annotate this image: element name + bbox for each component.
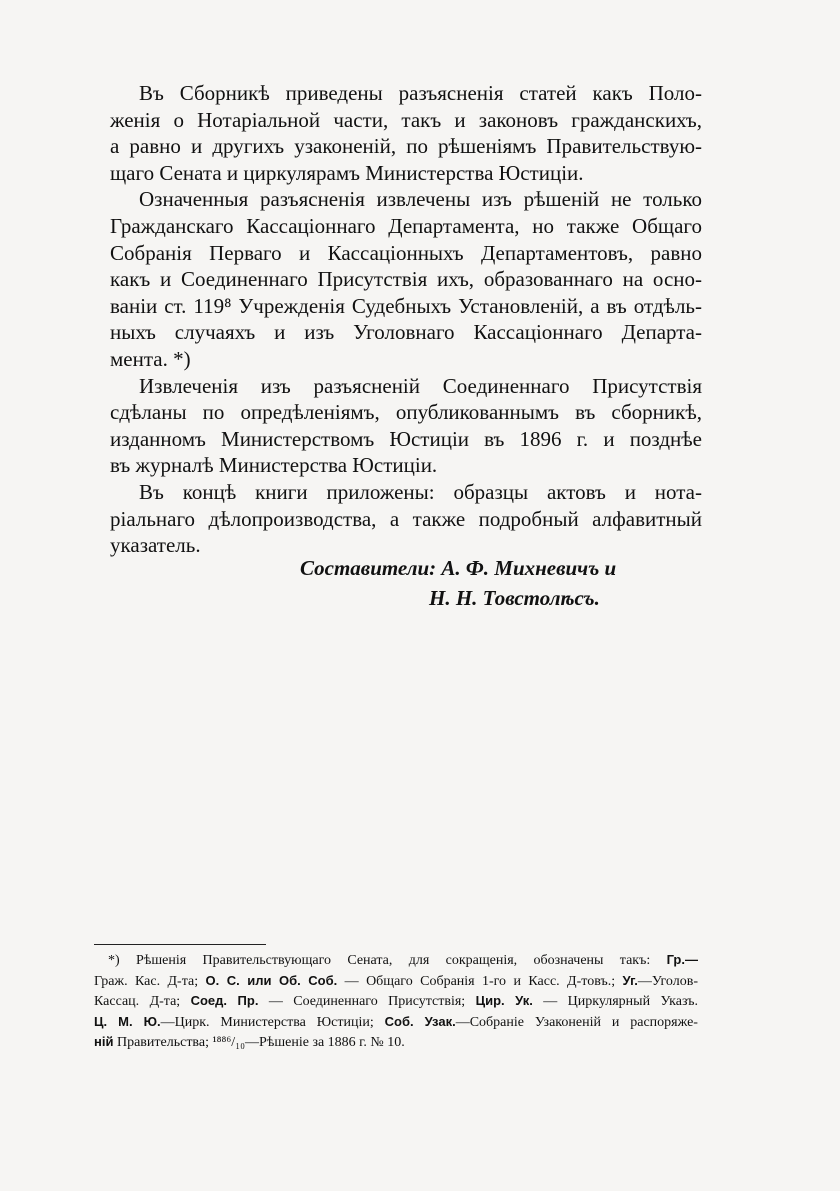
text-line: ныхъ случаяхъ и изъ Уголовнаго Кассаціоннаго Департа- [110, 320, 702, 345]
text-line: указатель. [110, 533, 201, 558]
text-line: въ журналѣ Министерства Юстиціи. [110, 453, 438, 478]
text-line: женія о Нотаріальной части, такъ и законовъ гражданскихъ, [110, 107, 702, 132]
footnote [94, 950, 698, 1053]
paragraph-3 [110, 373, 702, 479]
text-line: Гражданскаго Кассаціоннаго Департамента, но также Общаго [110, 213, 702, 238]
text-line: ваніи ст. 119⁸ Учрежденія Судебныхъ Установленій, а въ отдѣль- [110, 293, 702, 318]
footnote-line [94, 971, 698, 992]
text-line: щаго Сената и циркулярамъ Министерства Юстиціи. [110, 160, 584, 185]
footnote-text: — Общаго Собранія 1-го и Касс. Д-товъ.; [337, 973, 623, 989]
footnote-text: Правительства; [113, 1035, 213, 1050]
footnote-text: —Цирк. Министерства Юстиціи; [160, 1014, 385, 1030]
footnote-text: *) Рѣшенія Правительствующаго Сената, для сокращенія, обозначены такъ: [108, 953, 667, 968]
footnote-abbrev: О. С. или Об. Соб. [205, 972, 338, 988]
footnote-line [94, 950, 698, 971]
footnote-line [94, 1012, 698, 1033]
signature-line-1: Составители: А. Ф. Михневичъ и [300, 556, 617, 580]
footnote-text: —Собраніе Узаконеній и распоряже- [455, 1014, 698, 1030]
footnote-text: — Соединеннаго Присутствія; [258, 994, 476, 1009]
footnote-abbrev: ній [94, 1034, 114, 1049]
text-line: мента. *) [110, 346, 191, 371]
text-line: Собранія Перваго и Кассаціонныхъ Департаментовъ, равно [110, 240, 702, 265]
footnote-line [94, 1032, 698, 1053]
footnote-text: ¹⁸⁸⁶/₁₀—Рѣшеніе за 1886 г. № 10. [212, 1035, 405, 1050]
signature-line-2: Н. Н. Товстолѣсъ. [429, 586, 600, 610]
preface-text [110, 80, 702, 559]
footnote-text: — Циркулярный Указъ. [532, 994, 698, 1009]
paragraph-2 [110, 186, 702, 372]
text-line: Извлеченія изъ разъясненій Соединеннаго Присутствія [139, 373, 702, 398]
text-line: Въ концѣ книги приложены: образцы актовъ и нота- [139, 479, 702, 504]
footnote-text: —Уголов- [637, 973, 698, 989]
footnote-abbrev: Соед. Пр. [190, 993, 259, 1008]
footnote-abbrev: Ц. М. Ю. [94, 1013, 161, 1029]
text-line: Означенныя разъясненія извлечены изъ рѣшеній не только [139, 187, 702, 212]
footnote-divider [94, 944, 266, 945]
text-line: а равно и другихъ узаконеній, по рѣшеніямъ Правительствую- [110, 134, 702, 159]
text-line: какъ и Соединеннаго Присутствія ихъ, образованнаго на осно- [110, 267, 702, 292]
text-line: сдѣланы по опредѣленіямъ, опубликованнымъ въ сборникѣ, [110, 400, 702, 425]
text-line: изданномъ Министерствомъ Юстиціи въ 1896 г. и позднѣе [110, 426, 702, 451]
footnote-text: Граж. Кас. Д-та; [94, 973, 206, 989]
paragraph-4 [110, 479, 702, 559]
paragraph-1 [110, 80, 702, 186]
text-line: ріальнаго дѣлопроизводства, а также подробный алфавитный [110, 506, 702, 531]
footnote-abbrev: Соб. Узак. [384, 1013, 456, 1029]
footnote-abbrev: Цир. Ук. [475, 993, 533, 1008]
text-line: Въ Сборникѣ приведены разъясненія статей какъ Поло- [139, 81, 702, 105]
footnote-abbrev: Уг. [622, 972, 638, 988]
footnote-line [94, 991, 698, 1012]
footnote-text: Кассац. Д-та; [94, 994, 191, 1009]
footnote-abbrev: Гр.— [666, 952, 698, 967]
